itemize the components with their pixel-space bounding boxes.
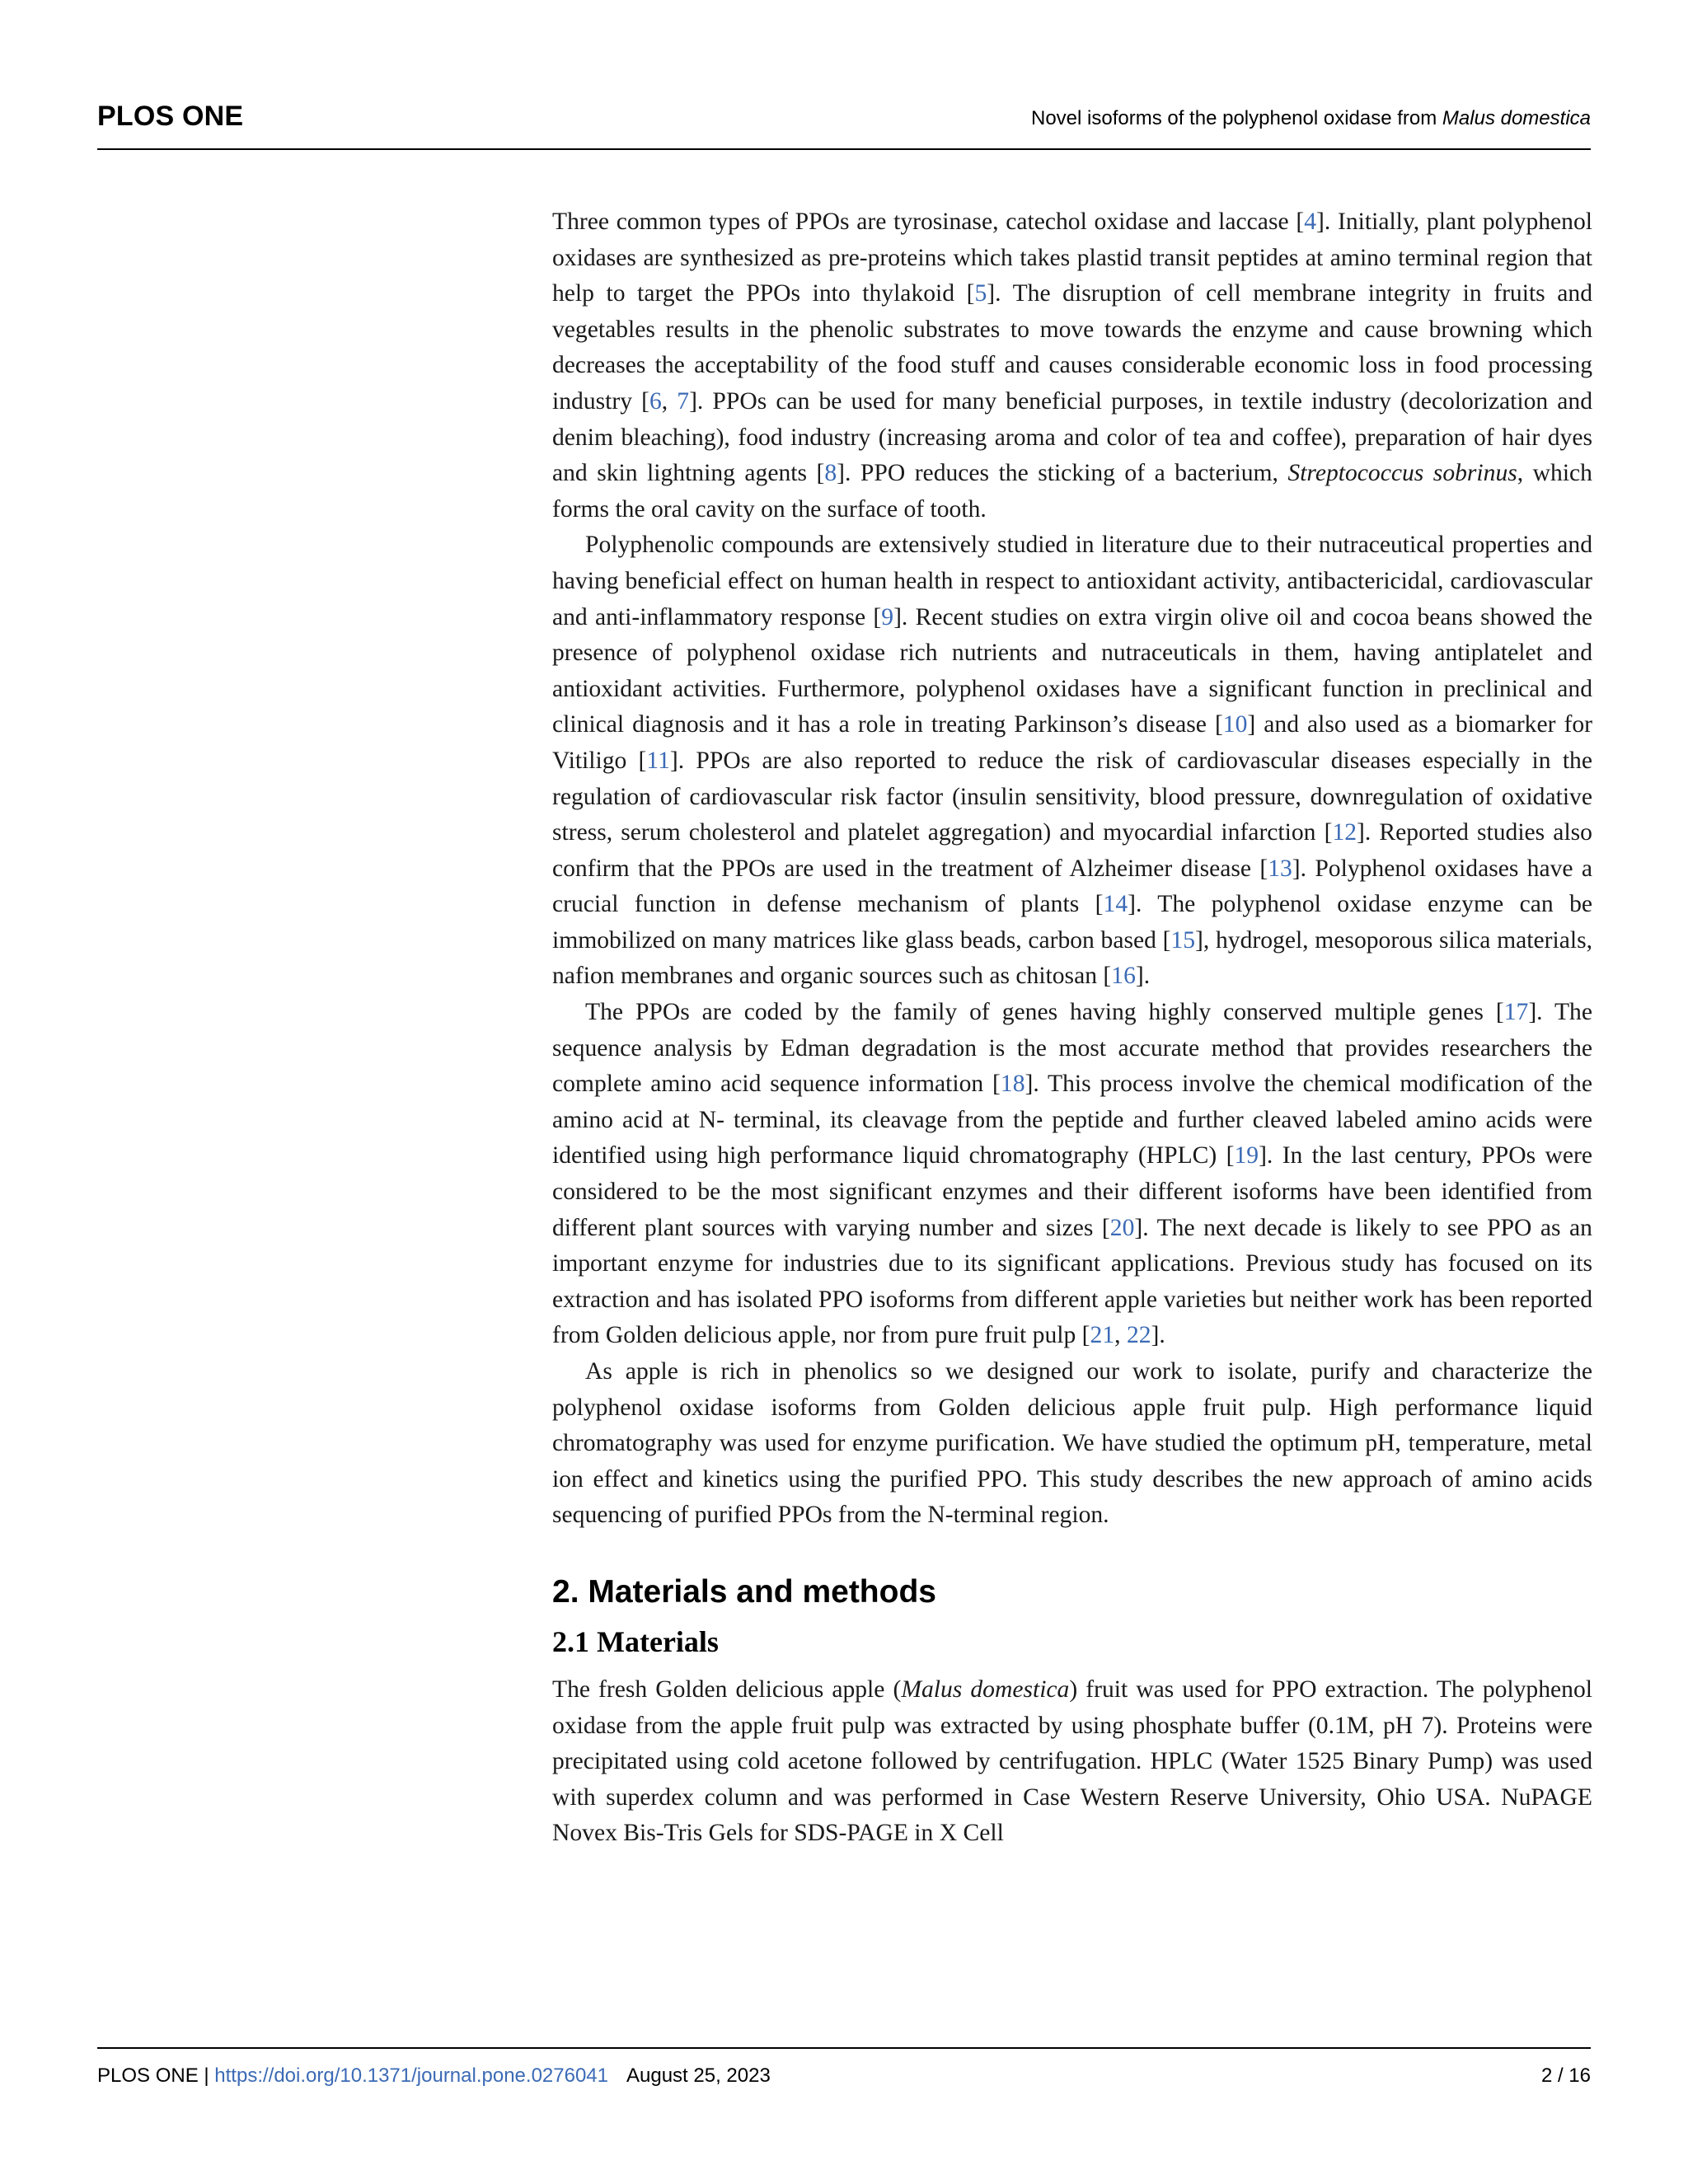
paragraph-ppo-types <box>552 204 1592 527</box>
text-run: ]. The sequence analysis by Edman degradation is the most accurate method that provides researchers the complete amino acid sequence information [ <box>552 999 1592 1098</box>
citation-link[interactable]: 18 <box>1000 1071 1025 1098</box>
text-run: ]. This process involve the chemical modification of the amino acid at N- terminal, its cleavage from the peptide and further cleaved labeled amino acids were identified using high performance liquid chromatography (HPLC) [ <box>552 1071 1592 1169</box>
citation-link[interactable]: 13 <box>1268 855 1292 882</box>
text-run: ]. PPO reduces the sticking of a bacterium, <box>837 460 1288 487</box>
text-run: ]. <box>1151 1322 1165 1349</box>
text-run: ], hydrogel, mesoporous silica materials, nafion membranes and organic sources such as chitosan [ <box>552 926 1592 990</box>
section-heading-materials-methods: 2. Materials and methods <box>552 1573 936 1610</box>
text-run: ]. Recent studies on extra virgin olive oil and cocoa beans showed the presence of polyphenol oxidase rich nutrients and nutraceuticals in them, having antiplatelet and antioxidant activities. Furthermore, polyphenol oxidases have a significant function in preclinical and clinical diagnosis and it has a role in treating Parkinson’s disease [ <box>552 603 1593 738</box>
citation-link[interactable]: 7 <box>677 387 690 415</box>
text-run: As apple is rich in phenolics so we designed our work to isolate, purify and characterize the polyphenol oxidase isoforms from Golden delicious apple fruit pulp. High performance liquid chromatography was used for enzyme purification. We have studied the optimum pH, temperature, metal ion effect and kinetics using the purified PPO. This study describes the new approach of amino acids sequencing of purified PPOs from the N-terminal region. <box>552 1358 1592 1529</box>
running-title-species: Malus domestica <box>1442 107 1591 129</box>
paragraph-study-aim <box>552 1354 1592 1534</box>
citation-link[interactable]: 12 <box>1332 819 1357 846</box>
text-run: , <box>661 387 678 415</box>
publication-date: August 25, 2023 <box>626 2064 771 2087</box>
citation-link[interactable]: 6 <box>649 387 662 415</box>
text-run: ]. PPOs can be used for many beneficial purposes, in textile industry (decolorization and denim bleaching), food industry (increasing aroma and color of tea and coffee), preparation of hair dyes and skin lightning agents [ <box>552 387 1592 487</box>
text-run: Three common types of PPOs are tyrosinase, catechol oxidase and laccase [ <box>552 209 1305 235</box>
page-number: 2 / 16 <box>1540 2064 1591 2087</box>
citation-link[interactable]: 15 <box>1170 926 1196 954</box>
running-title-text: Novel isoforms of the polyphenol oxidase from <box>1031 107 1442 129</box>
text-run: , which forms the oral cavity on the surface of tooth. <box>552 460 1592 523</box>
doi-link[interactable]: https://doi.org/10.1371/journal.pone.0276041 <box>214 2064 608 2087</box>
text-run: ]. Polyphenol oxidases have a crucial function in defense mechanism of plants [ <box>552 855 1592 918</box>
citation-link[interactable]: 22 <box>1126 1322 1151 1349</box>
text-run: ]. The polyphenol oxidase enzyme can be immobilized on many matrices like glass beads, carbon based [ <box>552 891 1592 954</box>
subsection-heading-materials: 2.1 Materials <box>552 1624 719 1658</box>
italic-term: Streptococcus sobrinus <box>1287 460 1517 487</box>
footer-journal: PLOS ONE | <box>97 2064 215 2087</box>
journal-logo-text: PLOS ONE <box>97 101 244 132</box>
text-run: The PPOs are coded by the family of genes having highly conserved multiple genes [ <box>585 999 1504 1026</box>
italic-term: Malus domestica <box>901 1675 1070 1703</box>
text-run: , <box>1114 1322 1127 1349</box>
text-run: ] and also used as a biomarker for Vitiligo [ <box>552 711 1592 774</box>
paragraph-ppo-genes <box>552 995 1592 1354</box>
article-body <box>552 204 1592 1852</box>
footer-divider <box>97 2047 1591 2049</box>
page-footer <box>97 2064 1591 2088</box>
text-run: ]. <box>1135 963 1151 990</box>
citation-link[interactable]: 14 <box>1103 891 1128 918</box>
text-run: ) fruit was used for PPO extraction. The polyphenol oxidase from the apple fruit pulp was extracted by using phosphate buffer (0.1M, pH 7). Proteins were precipitated using cold acetone followed by centrifugation. HPLC (Water 1525 Binary Pump) was used with superdex column and was performed in Case Western Reserve University, Ohio USA. NuPAGE Novex Bis-Tris Gels for SDS-PAGE in X Cell <box>552 1675 1592 1847</box>
citation-link[interactable]: 16 <box>1111 963 1136 990</box>
text-run: The fresh Golden delicious apple ( <box>552 1675 902 1703</box>
text-run: ]. PPOs are also reported to reduce the risk of cardiovascular diseases especially in the regulation of cardiovascular risk factor (insulin sensitivity, blood pressure, downregulation of oxidative stress, serum cholesterol and platelet aggregation) and myocardial infarction [ <box>552 747 1592 846</box>
text-run: ]. The next decade is likely to see PPO as an important enzyme for industries due to its significant applications. Previous study has focused on its extraction and has isolated PPO isoforms from different apple varieties but neither work has been reported from Golden delicious apple, nor from pure fruit pulp [ <box>552 1214 1592 1349</box>
citation-link[interactable]: 8 <box>824 460 837 487</box>
paragraph-polyphenolic-compounds <box>552 527 1592 995</box>
citation-link[interactable]: 9 <box>881 603 894 630</box>
text-run: Polyphenolic compounds are extensively studied in literature due to their nutraceutical properties and having beneficial effect on human health in respect to antioxidant activity, antibactericidal, cardiovascular and anti-inflammatory response [ <box>552 532 1592 630</box>
text-run: ]. Initially, plant polyphenol oxidases are synthesized as pre-proteins which takes plastid transit peptides at amino terminal region that help to target the PPOs into thylakoid [ <box>552 209 1592 307</box>
citation-link[interactable]: 17 <box>1503 999 1529 1026</box>
text-run: ]. Reported studies also confirm that the PPOs are used in the treatment of Alzheimer disease [ <box>552 819 1592 882</box>
citation-link[interactable]: 11 <box>646 747 670 774</box>
citation-link[interactable]: 10 <box>1222 711 1248 738</box>
running-title <box>1031 107 1591 130</box>
text-run: ]. The disruption of cell membrane integrity in fruits and vegetables results in the phenolic substrates to move towards the enzyme and cause browning which decreases the acceptability of the food stuff and causes considerable economic loss in food processing industry [ <box>552 280 1592 415</box>
citation-link[interactable]: 5 <box>974 280 987 307</box>
citation-link[interactable]: 21 <box>1090 1322 1115 1349</box>
citation-link[interactable]: 19 <box>1234 1142 1259 1169</box>
text-run: ]. In the last century, PPOs were considered to be the most significant enzymes and their different isoforms have been identified from different plant sources with varying number and sizes [ <box>552 1142 1592 1241</box>
citation-link[interactable]: 4 <box>1304 209 1316 235</box>
citation-link[interactable]: 20 <box>1109 1214 1135 1241</box>
paragraph-materials <box>552 1672 1592 1852</box>
header-divider <box>97 148 1591 150</box>
